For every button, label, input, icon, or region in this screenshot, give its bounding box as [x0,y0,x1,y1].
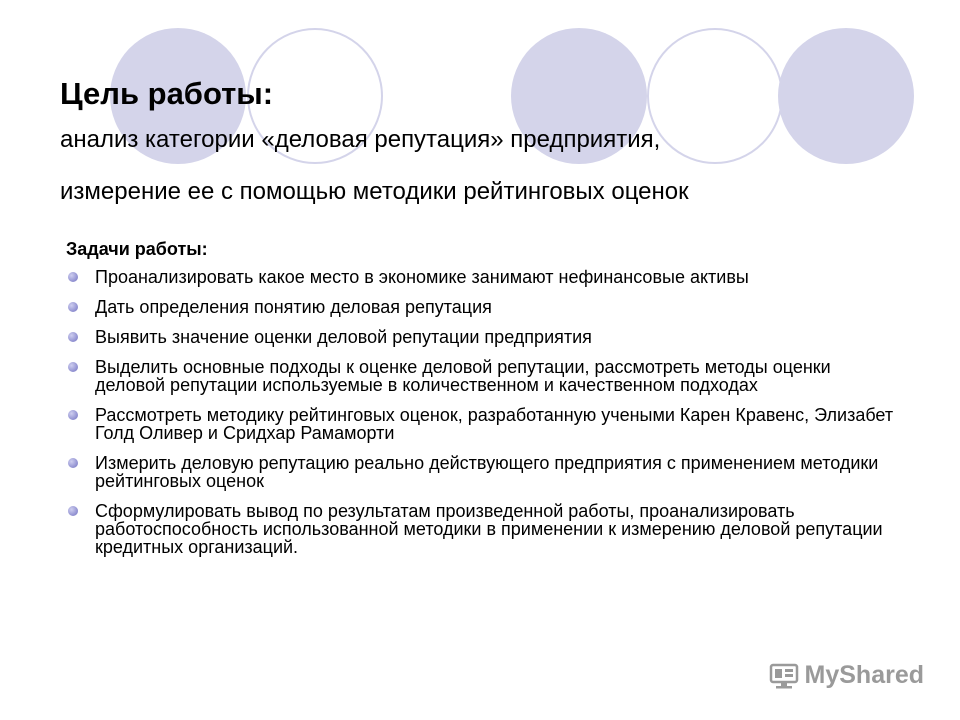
list-item-text: Дать определения понятию деловая репутация [95,297,492,317]
list-item-text: Сформулировать вывод по результатам произведенной работы, проанализировать работоспособность использованной методики в применении к измерению деловой репутации кредитных организаций. [95,501,883,557]
list-item [66,298,896,316]
list-item-text: Выявить значение оценки деловой репутации предприятия [95,327,592,347]
bullet-icon [68,410,78,420]
list-item [66,502,896,556]
bullet-icon [68,458,78,468]
task-list [66,268,896,568]
list-item [66,268,896,286]
list-item [66,328,896,346]
tasks-heading: Задачи работы: [66,239,208,259]
bullet-icon [68,362,78,372]
bullet-icon [68,332,78,342]
list-item [66,406,896,442]
title-main: Цель работы: [60,76,274,111]
list-item-text: Рассмотреть методику рейтинговых оценок, разработанную учеными Карен Кравенс, Элизабет Голд Оливер и Сридхар Рамаморти [95,405,894,443]
title-sub-line2: измерение ее с помощью методики рейтинговых оценок [60,178,689,205]
list-item-text: Проанализировать какое место в экономике занимают нефинансовые активы [95,267,749,287]
bullet-icon [68,506,78,516]
title-sub-line1: анализ категории «деловая репутация» предприятия, [60,126,661,153]
myshared-logo[interactable] [769,661,924,690]
bullet-icon [68,272,78,282]
list-item [66,454,896,490]
list-item-text: Измерить деловую репутацию реально действующего предприятия с применением методики рейтинговых оценок [95,453,879,491]
list-item [66,358,896,394]
bullet-icon [68,302,78,312]
list-item-text: Выделить основные подходы к оценке деловой репутации, рассмотреть методы оценки деловой репутации используемые в количественном и качественном подходах [95,357,831,395]
monitor-icon [769,663,799,689]
slide-title [60,74,940,218]
logo-text: MyShared [804,661,924,689]
